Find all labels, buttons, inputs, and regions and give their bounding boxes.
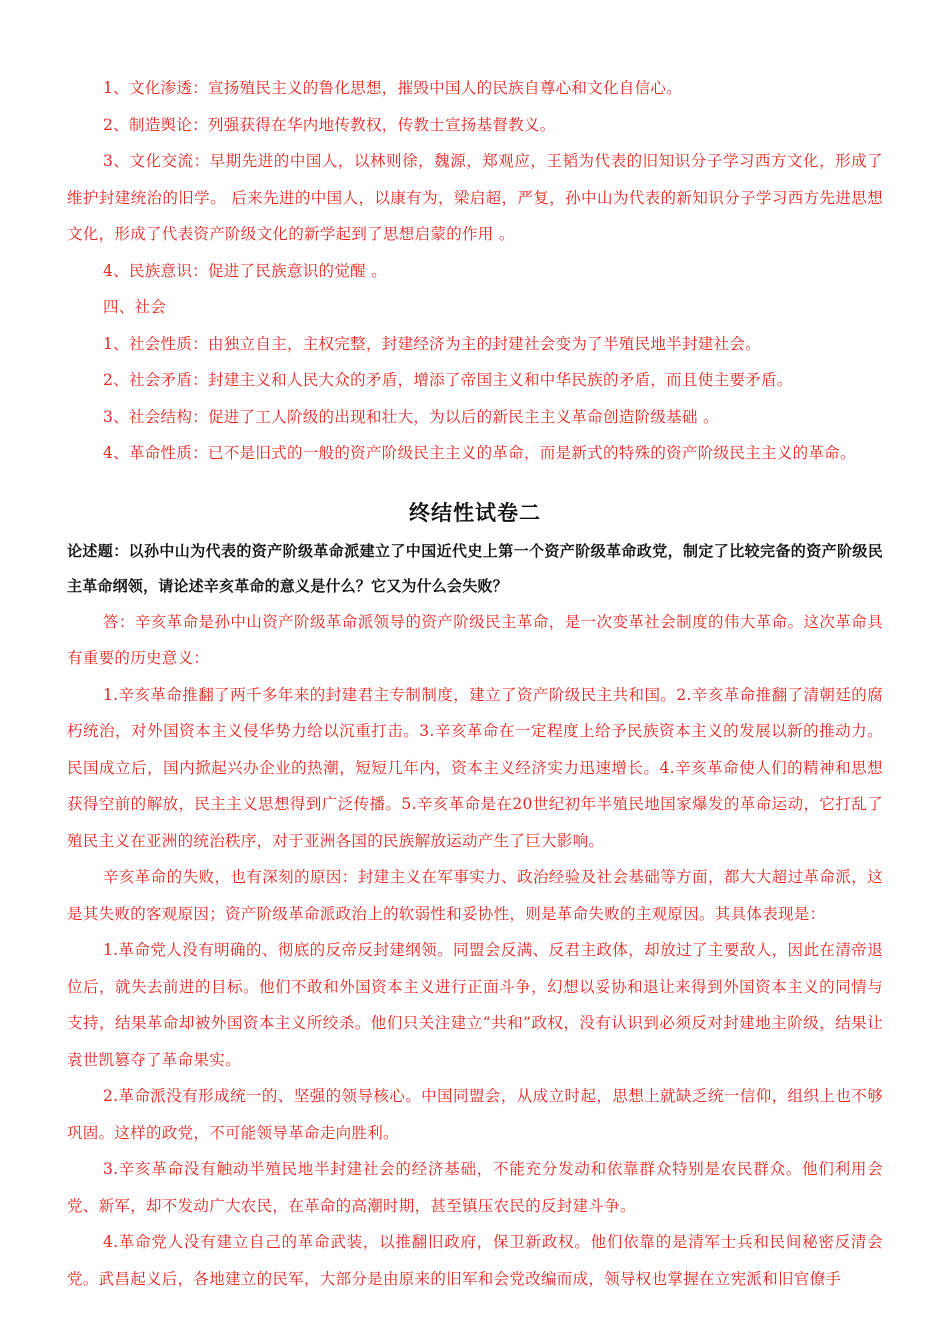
culture-item-4: 4、民族意识：促进了民族意识的觉醒 。 [103,261,387,280]
society-heading: 四、社会 [103,298,167,316]
failure-reason-1: 1.革命党人没有明确的、彻底的反帝反封建纲领。同盟会反满、反君主政体，却放过了主要敌人，因此在清帝退位后，就失去前进的目标。他们不敢和外国资本主义进行正面斗争，幻想以妥协和退让来得到外国资本主义的同情与支持，结果革命却被外国资本主义所绞杀。他们只关注建立“共和”政权，没有认识到必须反对封建地主阶级，结果让袁世凯篡夺了革命果实。 [67,941,883,1069]
document-page [67,70,883,1297]
culture-item-1: 1、文化渗透：宣扬殖民主义的鲁化思想，摧毁中国人的民族自尊心和文化自信心。 [103,79,682,97]
culture-item-3: 3、文化交流：早期先进的中国人，以林则徐，魏源，郑观应，王韬为代表的旧知识分子学习西方文化，形成了维护封建统治的旧学。 后来先进的中国人，以康有为，梁启超，严复，孙中山为代表的新知识分子学习西方先进思想文化，形成了代表资产阶级文化的新学起到了思想启蒙的作用 。 [67,152,883,243]
essay-question: 论述题：以孙中山为代表的资产阶级革命派建立了中国近代史上第一个资产阶级革命政党，制定了比较完备的资产阶级民主革命纲领，请论述辛亥革命的意义是什么？它又为什么会失败？ [67,541,883,595]
failure-intro: 辛亥革命的失败，也有深刻的原因：封建主义在军事实力、政治经验及社会基础等方面，都大大超过革命派，这是其失败的客观原因；资产阶级革命派政治上的软弱性和妥协性，则是革命失败的主观原因。其具体表现是： [67,868,883,923]
exam-title: 终结性试卷二 [409,500,541,525]
failure-reason-3: 3.辛亥革命没有触动半殖民地半封建社会的经济基础，不能充分发动和依靠群众特别是农民群众。他们利用会党、新军，却不发动广大农民，在革命的高潮时期，甚至镇压农民的反封建斗争。 [67,1160,883,1215]
society-item-2: 2、社会矛盾：封建主义和人民大众的矛盾，增添了帝国主义和中华民族的矛盾，而且使主要矛盾。 [103,371,793,389]
society-item-3: 3、社会结构：促进了工人阶级的出现和壮大，为以后的新民主主义革命创造阶级基础 。 [103,407,719,426]
society-item-1: 1、社会性质：由独立自主，主权完整，封建经济为主的封建社会变为了半殖民地半封建社会。 [103,334,761,353]
answer-significance: 1.辛亥革命推翻了两千多年来的封建君主专制制度，建立了资产阶级民主共和国。2.辛亥革命推翻了清朝廷的腐朽统治，对外国资本主义侵华势力给以沉重打击。3.辛亥革命在一定程度上给予民族资本主义的发展以新的推动力。民国成立后，国内掀起兴办企业的热潮，短短几年内，资本主义经济实力迅速增长。4.辛亥革命使人们的精神和思想获得空前的解放，民主主义思想得到广泛传播。5.辛亥革命是在20世纪初年半殖民地国家爆发的革命运动，它打乱了殖民主义在亚洲的统治秩序，对于亚洲各国的民族解放运动产生了巨大影响。 [67,685,883,850]
failure-reason-2: 2.革命派没有形成统一的、坚强的领导核心。中国同盟会，从成立时起，思想上就缺乏统一信仰，组织上也不够巩固。这样的政党，不可能领导革命走向胜利。 [67,1087,883,1142]
answer-intro: 答：辛亥革命是孙中山资产阶级革命派领导的资产阶级民主革命，是一次变革社会制度的伟大革命。这次革命具有重要的历史意义： [67,612,883,667]
failure-reason-4: 4.革命党人没有建立自己的革命武装，以推翻旧政府，保卫新政权。他们依靠的是清军士兵和民间秘密反清会党。武昌起义后，各地建立的民军，大部分是由原来的旧军和会党改编而成，领导权也掌握在立宪派和旧官僚手 [67,1233,883,1288]
society-item-4: 4、革命性质：已不是旧式的一般的资产阶级民主主义的革命，而是新式的特殊的资产阶级民主主义的革命。 [103,444,856,462]
culture-item-2: 2、制造舆论：列强获得在华内地传教权，传教士宣扬基督教义。 [103,115,556,134]
